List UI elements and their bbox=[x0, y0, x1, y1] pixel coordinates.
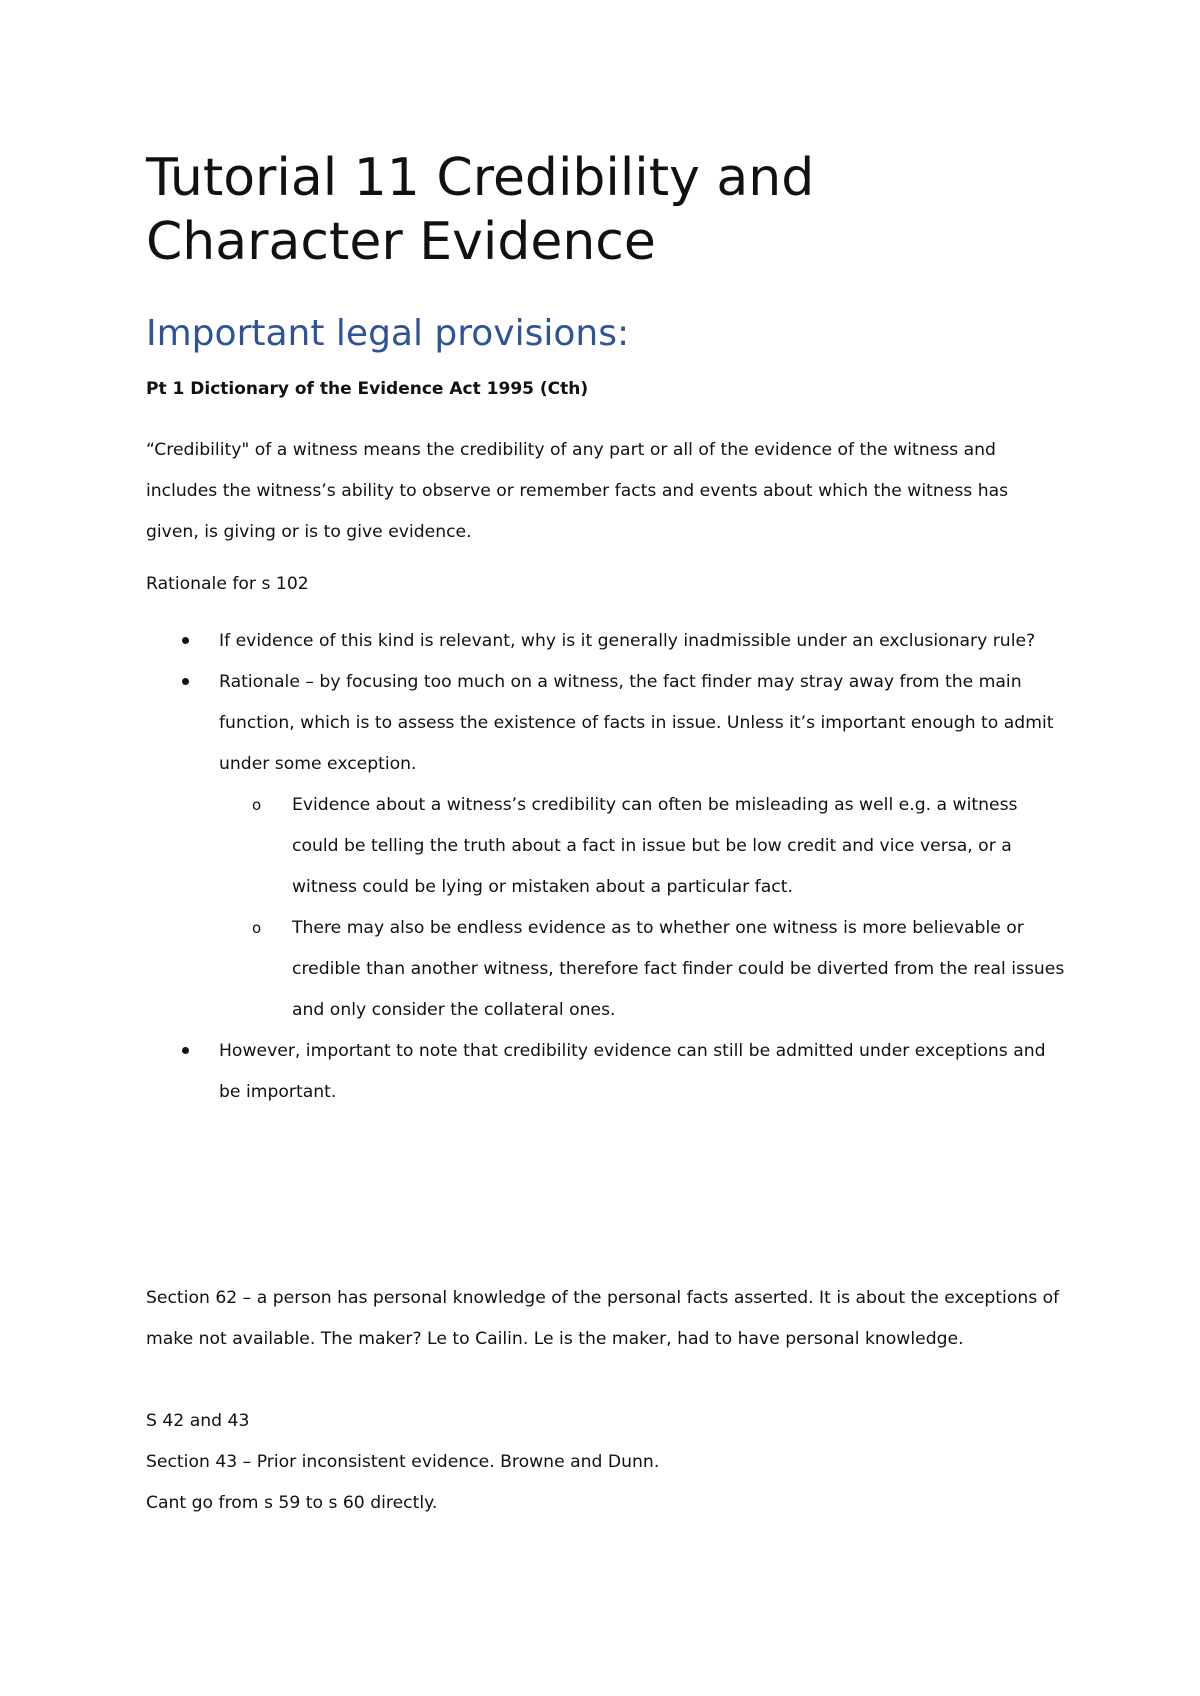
section-heading: Important legal provisions: bbox=[146, 313, 630, 354]
sub-bullet-text: There may also be endless evidence as to whether one witness is more believable or credible than another witness, therefore fact finder could be diverted from the real issues and only consider the collateral ones. bbox=[292, 918, 1065, 1020]
circle-bullet-icon: o bbox=[252, 796, 262, 814]
s42-43-note: S 42 and 43 bbox=[146, 1411, 250, 1431]
rationale-label: Rationale for s 102 bbox=[146, 574, 309, 594]
sub-bullet-item bbox=[219, 785, 1066, 908]
bullet-text: However, important to note that credibility evidence can still be admitted under exceptions and be important. bbox=[219, 1041, 1046, 1102]
bullet-icon bbox=[182, 1047, 189, 1054]
dictionary-subheading: Pt 1 Dictionary of the Evidence Act 1995 (Cth) bbox=[146, 379, 589, 399]
bullet-item bbox=[146, 662, 1066, 1031]
sub-bullet-list bbox=[219, 785, 1066, 1031]
section-62-note: Section 62 – a person has personal knowledge of the personal facts asserted. It is about the exceptions of make not available. The maker? Le to Cailin. Le is the maker, had to have personal knowledge. bbox=[146, 1288, 1060, 1349]
cant-go-note: Cant go from s 59 to s 60 directly. bbox=[146, 1493, 438, 1513]
bullet-text: If evidence of this kind is relevant, why is it generally inadmissible under an exclusionary rule? bbox=[219, 631, 1036, 651]
bullet-item bbox=[146, 1031, 1066, 1113]
document-title: Tutorial 11 Credibility and Character Evidence bbox=[146, 148, 815, 272]
bullet-icon bbox=[182, 678, 189, 685]
credibility-definition: “Credibility" of a witness means the credibility of any part or all of the evidence of the witness and includes the witness’s ability to observe or remember facts and events about which the witness has given, is giving or is to give evidence. bbox=[146, 440, 1009, 542]
rationale-bullet-list bbox=[146, 621, 1066, 1113]
bullet-item bbox=[146, 621, 1066, 662]
bullet-text: Rationale – by focusing too much on a witness, the fact finder may stray away from the main function, which is to assess the existence of facts in issue. Unless it’s important enough to admit under some exception. bbox=[219, 672, 1054, 774]
bullet-icon bbox=[182, 637, 189, 644]
section-43-note: Section 43 – Prior inconsistent evidence. Browne and Dunn. bbox=[146, 1452, 660, 1472]
sub-bullet-item bbox=[219, 908, 1066, 1031]
sub-bullet-text: Evidence about a witness’s credibility can often be misleading as well e.g. a witness could be telling the truth about a fact in issue but be low credit and vice versa, or a witness could be lying or mistaken about a particular fact. bbox=[292, 795, 1018, 897]
circle-bullet-icon: o bbox=[252, 919, 262, 937]
